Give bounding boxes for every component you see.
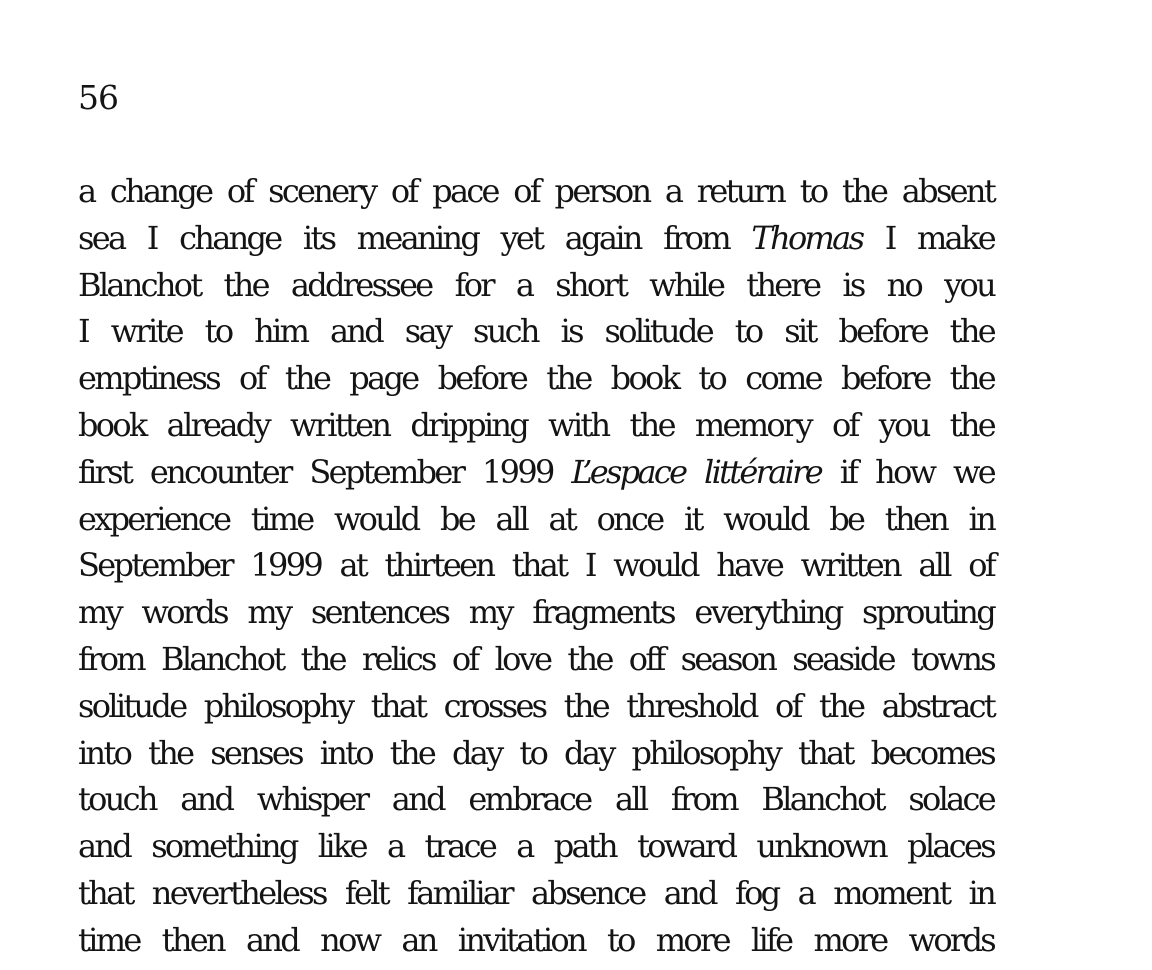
text-line: sea I change its meaning yet again from Thomas I make: [78, 218, 994, 257]
text-line: emptiness of the page before the book to come before the: [78, 359, 994, 398]
text-line: Blanchot the addressee for a short while there is no you: [78, 265, 994, 304]
text-line: solitude philosophy that crosses the threshold of the abstract: [78, 686, 994, 725]
text-line: experience time would be all at once it would be then in: [78, 499, 994, 538]
text-line: into the senses into the day to day philosophy that becomes: [78, 733, 994, 772]
text-line: my words my sentences my fragments everything sprouting: [78, 593, 994, 632]
text-line: from Blanchot the relics of love the off season seaside towns: [78, 639, 994, 678]
text-line: book already written dripping with the memory of you the: [78, 405, 994, 444]
text-line: September 1999 at thirteen that I would have written all of: [78, 546, 994, 585]
page-number: 56: [78, 78, 118, 117]
text-line: touch and whisper and embrace all from Blanchot solace: [78, 780, 994, 819]
italic-title: Thomas: [751, 218, 863, 257]
text-line: a change of scenery of pace of person a return to the absent: [78, 172, 994, 210]
text-line: and something like a trace a path toward unknown places: [78, 827, 994, 866]
text-line: time then and now an invitation to more life more words: [78, 920, 994, 959]
text-line: first encounter September 1999 L’espace littéraire if how we: [78, 452, 994, 491]
text-line: that nevertheless felt familiar absence and fog a moment in: [78, 873, 994, 912]
text-line: I write to him and say such is solitude to sit before the: [78, 312, 994, 351]
body-text: [78, 168, 994, 964]
italic-title: L’espace littéraire: [571, 452, 822, 491]
